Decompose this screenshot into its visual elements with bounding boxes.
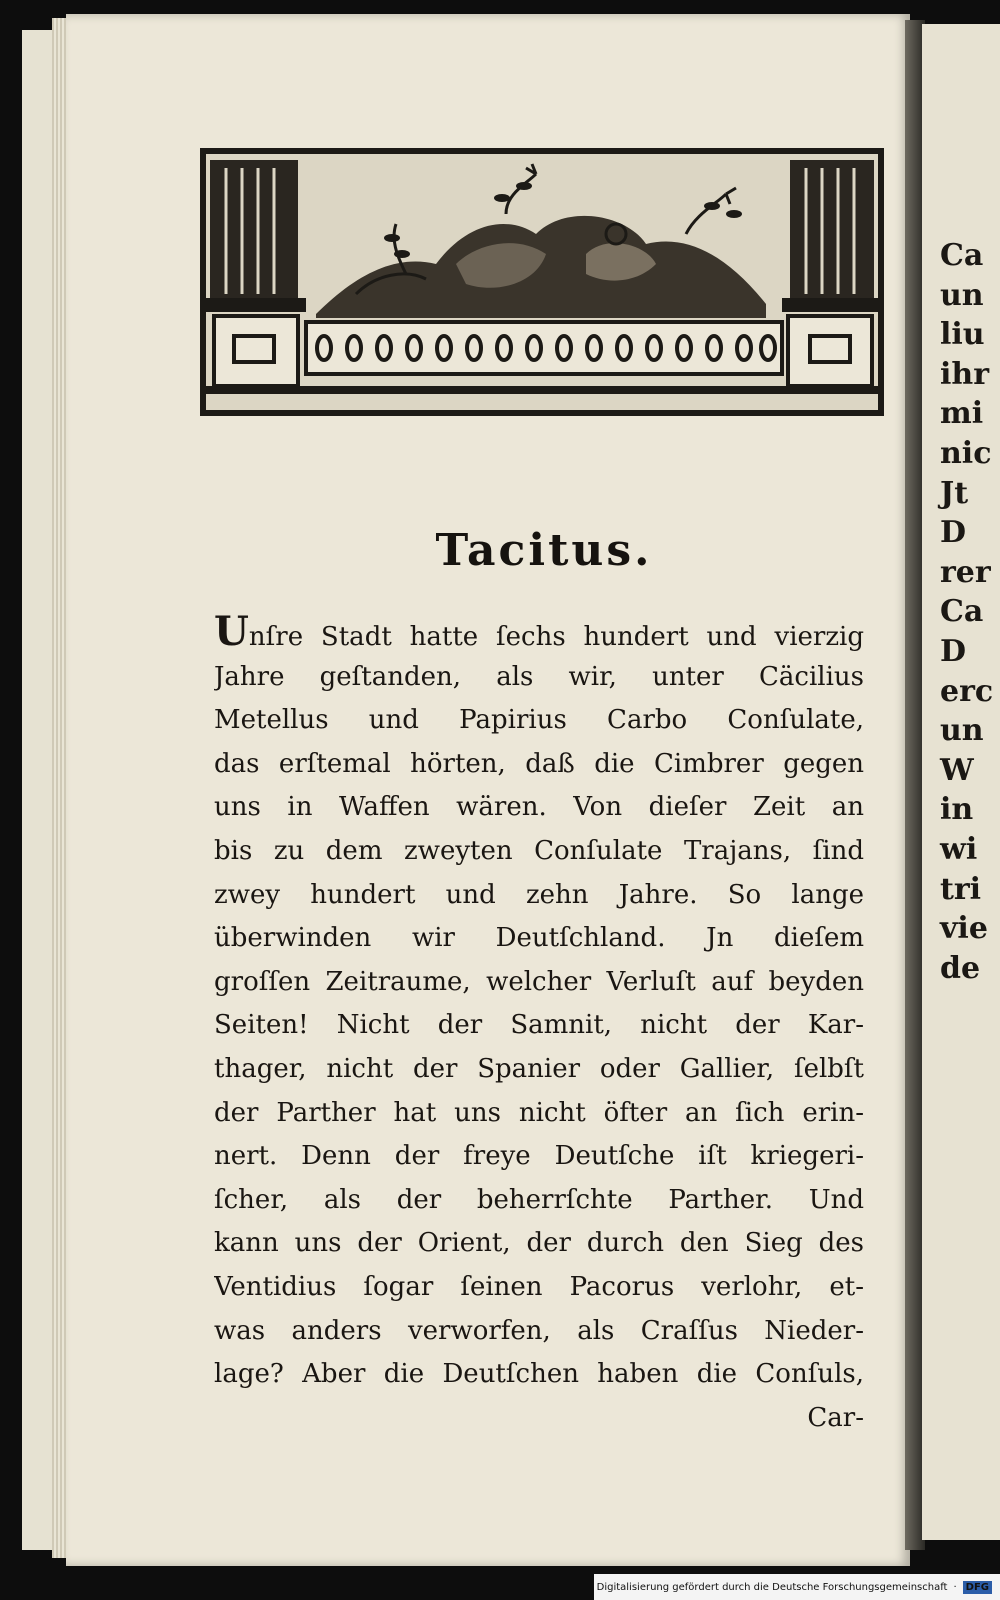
- text-line: thager, nicht der Spanier oder Gallier, ſelbſt: [214, 1053, 864, 1084]
- footer-separator: ·: [953, 1581, 957, 1593]
- dfg-logo: DFG: [963, 1581, 992, 1594]
- facing-line: un: [940, 277, 984, 313]
- text-line: überwinden wir Deutſchland. Jn dieſem: [214, 923, 864, 954]
- text-line: Ventidius ſogar ſeinen Pacorus verlohr, et-: [214, 1271, 864, 1302]
- text-line: Seiten! Nicht der Samnit, nicht der Kar-: [214, 1010, 864, 1041]
- facing-line: un: [940, 713, 984, 749]
- facing-line: liu: [940, 317, 985, 353]
- facing-line: W: [940, 752, 974, 788]
- digitization-footer: [594, 1574, 1000, 1600]
- facing-line: Ca: [940, 238, 984, 273]
- text-line: uns in Waffen wären. Von dieſer Zeit an: [214, 792, 864, 823]
- text-line: das erſtemal hörten, daß die Cimbrer gegen: [214, 748, 864, 779]
- drop-cap: U: [214, 612, 249, 655]
- body-text: [214, 612, 864, 1440]
- text-line-remainder: nſre Stadt hatte ſechs hundert und vierzig: [248, 622, 864, 652]
- facing-line: erc: [940, 673, 994, 709]
- facing-page-text: [940, 236, 993, 988]
- text-line: zwey hundert und zehn Jahre. So lange: [214, 879, 864, 910]
- text-line: groſſen Zeitraume, welcher Verluſt auf beyden: [214, 966, 864, 997]
- chapter-title: Tacitus.: [435, 525, 653, 576]
- footer-credit: Digitalisierung gefördert durch die Deutsche Forschungsgemeinschaft: [596, 1581, 948, 1593]
- facing-line: rer: [940, 554, 991, 590]
- decorative-headpiece: [200, 148, 884, 416]
- facing-line: nic: [940, 435, 992, 471]
- facing-line: ihr: [940, 356, 990, 392]
- text-line: der Parther hat uns nicht öfter an ſich erin-: [214, 1097, 864, 1128]
- facing-line: Ca: [940, 594, 984, 630]
- text-line: [214, 612, 864, 656]
- facing-line: Jt: [940, 475, 969, 511]
- facing-line: vie: [940, 911, 988, 947]
- facing-line: mi: [940, 396, 984, 432]
- facing-line: wi: [940, 831, 978, 867]
- text-line: ſcher, als der beherrſchte Parther. Und: [214, 1184, 864, 1215]
- text-line: nert. Denn der freye Deutſche iſt kriegeri-: [214, 1141, 864, 1172]
- facing-page: [922, 24, 1000, 1540]
- text-line: was anders verworfen, als Craſſus Nieder-: [214, 1315, 864, 1346]
- headpiece-illustration: [206, 154, 878, 410]
- text-line: Metellus und Papirius Carbo Conſulate,: [214, 705, 864, 736]
- text-line: Jahre geſtanden, als wir, unter Cäcilius: [214, 661, 864, 692]
- text-line: bis zu dem zweyten Conſulate Trajans, ſind: [214, 835, 864, 866]
- facing-line: D: [940, 515, 967, 551]
- text-line: kann uns der Orient, der durch den Sieg des: [214, 1228, 864, 1259]
- facing-line: de: [940, 950, 981, 986]
- facing-line: D: [940, 633, 967, 669]
- catchword: Car-: [807, 1402, 864, 1433]
- text-line: lage? Aber die Deutſchen haben die Conſuls,: [214, 1359, 864, 1390]
- facing-line: tri: [940, 871, 982, 907]
- facing-line: in: [940, 792, 974, 828]
